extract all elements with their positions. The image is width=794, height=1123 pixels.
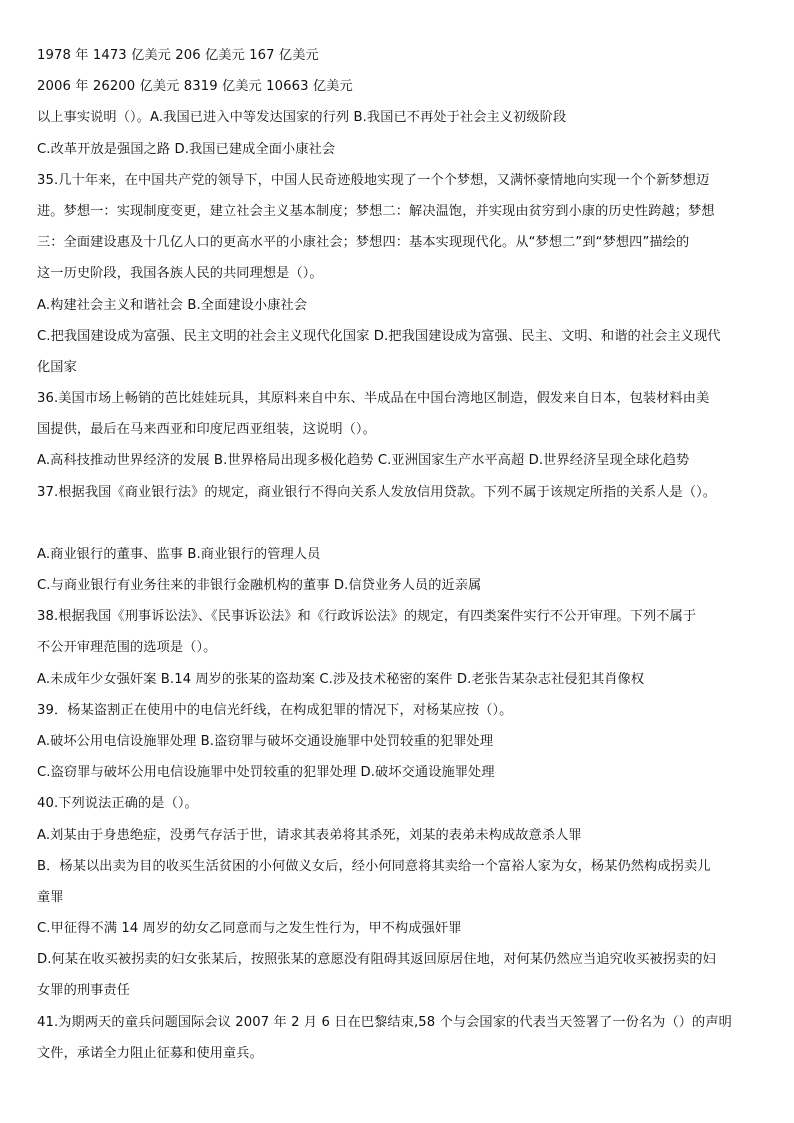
question-40-option-c: C.甲征得不满 14 周岁的幼女乙同意而与之发生性行为，甲不构成强奸罪 <box>37 921 462 937</box>
question-34-options: C.改革开放是强国之路 D.我国已建成全面小康社会 <box>37 141 336 157</box>
question-38-stem: 38.根据我国《刑事诉讼法》、《民事诉讼法》和《行政诉讼法》的规定，有四类案件实行不公开审理。下列不属于 <box>37 609 697 625</box>
question-40-option-d: 女罪的刑事责任 <box>37 983 131 999</box>
question-35-options: 化国家 <box>37 359 77 375</box>
question-35-stem: 35.几十年来，在中国共产党的领导下，中国人民奇迹般地实现了一个个梦想，又满怀豪情地向实现一个个新梦想迈 <box>37 172 710 188</box>
question-36-stem: 36.美国市场上畅销的芭比娃娃玩具，其原料来自中东、半成品在中国台湾地区制造，假发来自日本，包装材料由美 <box>37 391 710 407</box>
question-35-options: C.把我国建设成为富强、民主文明的社会主义现代化国家 D.把我国建设成为富强、民主、文明、和谐的社会主义现代 <box>37 328 721 344</box>
question-37-stem: 37.根据我国《商业银行法》的规定，商业银行不得向关系人发放信用贷款。下列不属于该规定所指的关系人是（）。 <box>37 484 717 500</box>
question-41-stem: 文件，承诺全力阻止征募和使用童兵。 <box>37 1045 263 1061</box>
question-37-options: A.商业银行的董事、监事 B.商业银行的管理人员 <box>37 546 321 562</box>
question-40-stem: 40.下列说法正确的是（）。 <box>37 796 198 812</box>
question-36-stem: 国提供，最后在马来西亚和印度尼西亚组装，这说明（）。 <box>37 422 376 438</box>
question-34-stem: 以上事实说明（）。A.我国已进入中等发达国家的行列 B.我国已不再处于社会主义初级阶段 <box>37 110 567 126</box>
question-40-option-d: D.何某在收买被拐卖的妇女张某后，按照张某的意愿没有阻碍其返回原居住地，对何某仍然应当追究收买被拐卖的妇 <box>37 952 716 968</box>
question-38-stem: 不公开审理范围的选项是（）。 <box>37 640 217 656</box>
question-37-options: C.与商业银行有业务往来的非银行金融机构的董事 D.信贷业务人员的近亲属 <box>37 578 482 593</box>
question-38-options: A.未成年少女强奸案 B.14 周岁的张某的盗劫案 C.涉及技术秘密的案件 D.老张告某杂志社侵犯其肖像权 <box>37 671 645 687</box>
table-row-1978: 1978 年 1473 亿美元 206 亿美元 167 亿美元 <box>37 48 319 63</box>
question-39-options: A.破坏公用电信设施罪处理 B.盗窃罪与破坏交通设施罪中处罚较重的犯罪处理 <box>37 733 494 749</box>
question-35-options: A.构建社会主义和谐社会 B.全面建设小康社会 <box>37 297 308 313</box>
question-35-stem: 三：全面建设惠及十几亿人口的更高水平的小康社会；梦想四：基本实现现代化。从“梦想二”到“梦想四”描绘的 <box>37 235 690 251</box>
question-40-option-a: A.刘某由于身患绝症，没勇气存活于世，请求其表弟将其杀死，刘某的表弟未构成故意杀人罪 <box>37 827 582 843</box>
question-40-option-b: 童罪 <box>37 889 64 905</box>
question-41-stem: 41.为期两天的童兵问题国际会议 2007 年 2 月 6 日在巴黎结束,58 个与会国家的代表当天签署了一份名为（）的声明 <box>37 1014 732 1030</box>
document-body <box>37 40 767 1069</box>
question-36-options: A.高科技推动世界经济的发展 B.世界格局出现多极化趋势 C.亚洲国家生产水平高超 D.世界经济呈现全球化趋势 <box>37 453 690 469</box>
blank-line <box>37 508 767 539</box>
question-35-stem: 这一历史阶段，我国各族人民的共同理想是（）。 <box>37 266 323 282</box>
table-row-2006: 2006 年 26200 亿美元 8319 亿美元 10663 亿美元 <box>37 79 353 95</box>
question-35-stem: 进。梦想一：实现制度变更，建立社会主义基本制度；梦想二：解决温饱，并实现由贫穷到小康的历史性跨越；梦想 <box>37 203 715 219</box>
question-39-options: C.盗窃罪与破坏公用电信设施罪中处罚较重的犯罪处理 D.破坏交通设施罪处理 <box>37 765 495 781</box>
question-39-stem: 39．杨某盗割正在使用中的电信光纤线，在构成犯罪的情况下，对杨某应按（）。 <box>37 702 513 718</box>
question-40-option-b: B．杨某以出卖为目的收买生活贫困的小何做义女后，经小何同意将其卖给一个富裕人家为女，杨某仍然构成拐卖儿 <box>37 858 711 874</box>
